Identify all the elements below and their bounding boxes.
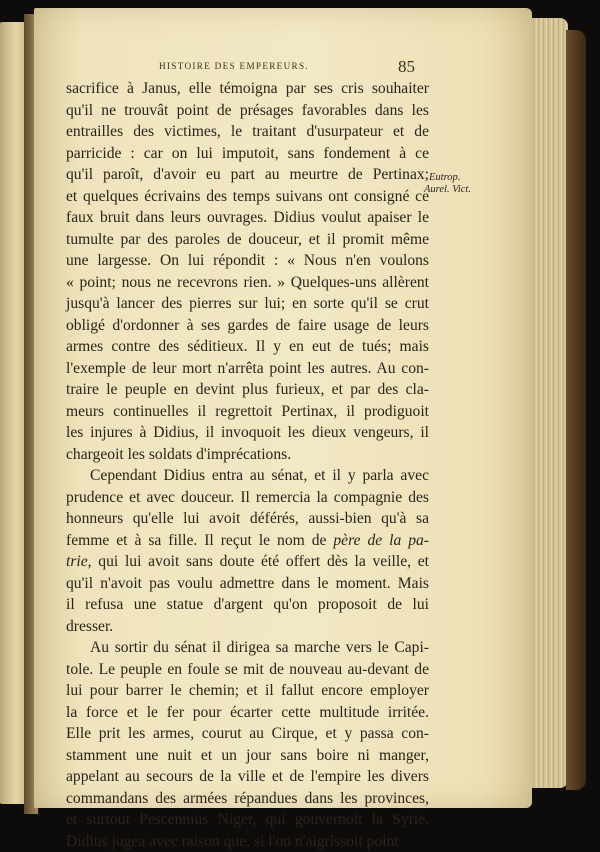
text-line: obligé d'ordonner à ses gardes de faire usage de leurs — [66, 315, 429, 337]
running-head: HISTOIRE DES EMPEREURS. — [159, 61, 309, 71]
text-line: faux bruit dans leurs ouvrages. Didius voulut apaiser le — [66, 207, 429, 229]
text-line: Cependant Didius entra au sénat, et il y parla avec — [66, 465, 429, 487]
text-line: et surtout Pescennius Niger, qui gouvernoit la Syrie. — [66, 809, 429, 831]
page-number: 85 — [398, 57, 415, 77]
text-line: traire le peuple en devint plus furieux, et par des cla- — [66, 379, 429, 401]
text-line: qu'il paroît, d'avoir eu part au meurtre de Pertinax; — [66, 164, 429, 186]
text-line: qu'il n'avoit pas voulu admettre dans le moment. Mais — [66, 573, 429, 595]
text-line: armes contre des séditieux. Il y en eut de tués; mais — [66, 336, 429, 358]
text-line: dresser. — [66, 616, 429, 638]
text-line: qu'il ne trouvât point de présages favorables dans les — [66, 100, 429, 122]
text-line: sacrifice à Janus, elle témoigna par ses cris souhaiter — [66, 78, 429, 100]
text-line: « point; nous ne recevrons rien. » Quelques-uns allèrent — [66, 272, 429, 294]
paragraph — [66, 78, 429, 465]
text-line: les injures à Didius, il invoquoit les dieux vengeurs, il — [66, 422, 429, 444]
text-line: il refusa une statue d'argent qu'on proposoit de lui — [66, 594, 429, 616]
text-line: appelant au secours de la ville et de l'empire les divers — [66, 766, 429, 788]
text-line: Didius jugea avec raison que, si l'on n'aigrissoit point — [66, 831, 429, 852]
text-line: une largesse. On lui répondit : « Nous n'en voulons — [66, 250, 429, 272]
text-line: et quelques écrivains des temps suivans ont consigné ce — [66, 186, 429, 208]
margin-note-line: Aurel. Vict. — [424, 184, 471, 196]
text-line: commandans des armées répandues dans les provinces, — [66, 788, 429, 810]
page-stack-edge — [530, 18, 568, 788]
text-line: lui pour barrer le chemin; et il fallut encore employer — [66, 680, 429, 702]
text-line: parricide : car on lui imputoit, sans fondement à ce — [66, 143, 429, 165]
text-line: prudence et avec douceur. Il remercia la compagnie des — [66, 487, 429, 509]
text-line: tumulte par des paroles de douceur, et il promit même — [66, 229, 429, 251]
text-line: honneurs qu'elle lui avoit déférés, aussi-bien qu'à sa — [66, 508, 429, 530]
text-line: la force et le fer pour écarter cette multitude irritée. — [66, 702, 429, 724]
text-line: Elle prit les armes, courut au Cirque, et y passa con- — [66, 723, 429, 745]
text-line: tole. Le peuple en foule se mit de nouveau au-devant de — [66, 659, 429, 681]
margin-note-line: Eutrop. — [424, 172, 471, 184]
facing-page-edge — [0, 22, 26, 804]
text-line: entrailles des victimes, le traitant d'usurpateur et de — [66, 121, 429, 143]
text-line: meurs continuelles il regrettoit Pertinax, il prodiguoit — [66, 401, 429, 423]
text-line: trie, qui lui avoit sans doute été offert dès la veille, et — [66, 551, 429, 573]
text-line: l'exemple de leur mort n'arrêta point les autres. Au con- — [66, 358, 429, 380]
paragraph — [66, 637, 429, 852]
margin-note — [424, 172, 471, 196]
text-line: chargeoit les soldats d'imprécations. — [66, 444, 429, 466]
text-line: femme et à sa fille. Il reçut le nom de père de la pa- — [66, 530, 429, 552]
text-line: Au sortir du sénat il dirigea sa marche vers le Capi- — [66, 637, 429, 659]
text-line: jusqu'à lancer des pierres sur lui; en sorte qu'il se crut — [66, 293, 429, 315]
book-cover-edge — [566, 30, 586, 790]
paragraph — [66, 465, 429, 637]
body-text — [66, 78, 429, 852]
text-line: stamment une nuit et un jour sans boire ni manger, — [66, 745, 429, 767]
